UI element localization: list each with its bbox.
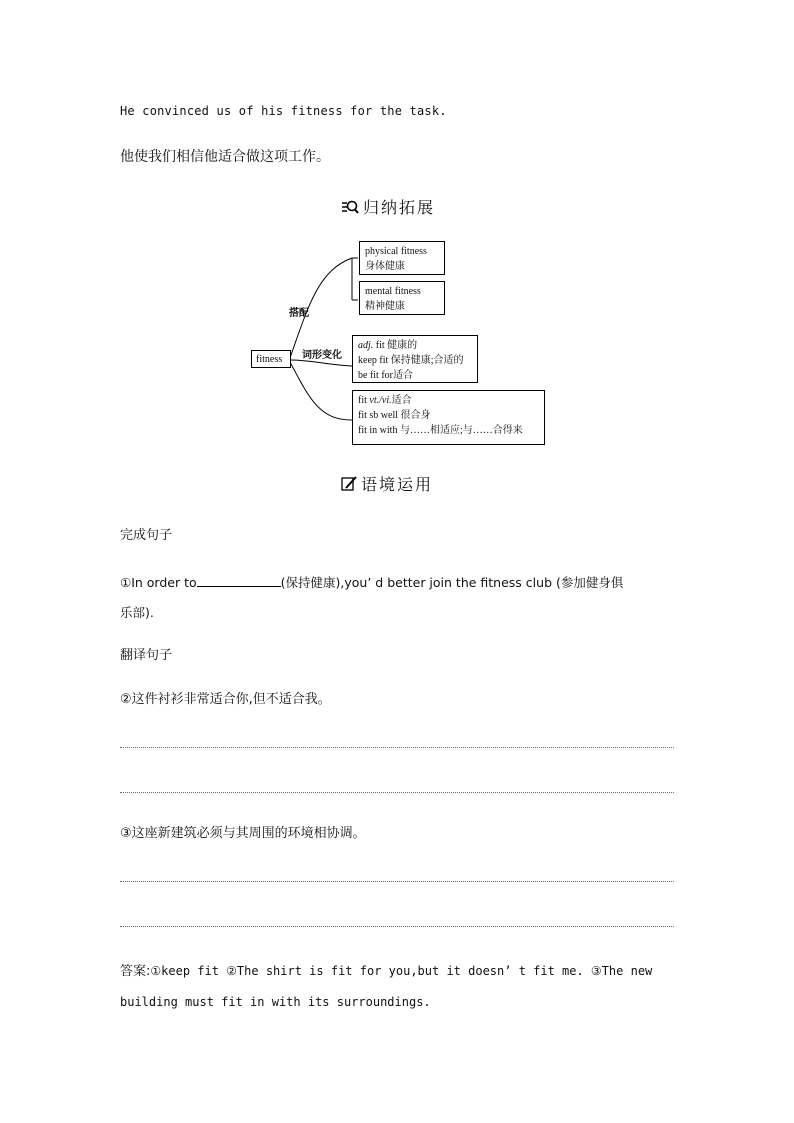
box-line xyxy=(358,338,472,353)
box-line: be fit for适合 xyxy=(358,370,413,381)
q1-end: 乐部). xyxy=(120,605,154,620)
box-text: 适合 xyxy=(391,395,412,406)
branch-label-collocation: 搭配 xyxy=(289,308,309,319)
box-line xyxy=(358,393,539,408)
box-text: fit xyxy=(358,395,370,406)
section-heading-usage xyxy=(341,472,433,495)
answer-key xyxy=(120,956,680,1018)
answer-line[interactable] xyxy=(120,792,674,793)
example-sentence-en: He convinced us of his fitness for the task. xyxy=(120,104,447,118)
q1-start: ①In order to xyxy=(120,575,197,590)
box-line: 精神健康 xyxy=(365,301,405,312)
box-line: keep fit 保持健康;合适的 xyxy=(358,355,464,366)
answer-blank[interactable] xyxy=(197,574,281,587)
q1-middle: (保持健康),you’ d better join the fitness club (参加健身俱 xyxy=(280,575,624,590)
answer-text: ①keep fit ②The shirt is fit for you,but it doesn’ t fit me. ③The new building must fit in with its surroundings. xyxy=(120,964,653,1009)
box-line: 身体健康 xyxy=(365,261,405,272)
question-3: ③这座新建筑必须与其周围的环境相协调。 xyxy=(120,826,366,841)
wordform-box-verb xyxy=(352,390,545,445)
pos-tag: adj. xyxy=(358,340,374,351)
question-1 xyxy=(120,568,680,628)
box-line: fit in with 与……相适应;与……合得来 xyxy=(358,425,523,436)
magnifier-list-icon xyxy=(341,199,359,215)
answer-line[interactable] xyxy=(120,747,674,748)
box-line: mental fitness xyxy=(365,286,421,297)
pos-tag: vt./vi. xyxy=(369,395,392,406)
pencil-icon xyxy=(341,476,357,492)
answer-label: 答案: xyxy=(120,964,151,979)
section-title: 归纳拓展 xyxy=(363,198,436,217)
collocation-box-mental xyxy=(359,281,445,315)
section-heading-summary xyxy=(341,195,435,218)
root-box: fitness xyxy=(251,350,291,368)
wordform-box-adj xyxy=(352,335,478,383)
box-text: fit 健康的 xyxy=(373,340,418,351)
answer-line[interactable] xyxy=(120,926,674,927)
example-sentence-zh: 他使我们相信他适合做这项工作。 xyxy=(120,149,330,165)
question-2: ②这件衬衫非常适合你,但不适合我。 xyxy=(120,692,331,707)
translate-heading: 翻译句子 xyxy=(120,648,173,663)
section-title: 语境运用 xyxy=(361,475,434,494)
complete-sentences-heading: 完成句子 xyxy=(120,528,173,543)
box-line: physical fitness xyxy=(365,246,427,257)
answer-line[interactable] xyxy=(120,881,674,882)
box-line: fit sb well 很合身 xyxy=(358,410,431,421)
collocation-box-physical xyxy=(359,241,445,275)
branch-label-wordform: 词形变化 xyxy=(302,350,342,361)
